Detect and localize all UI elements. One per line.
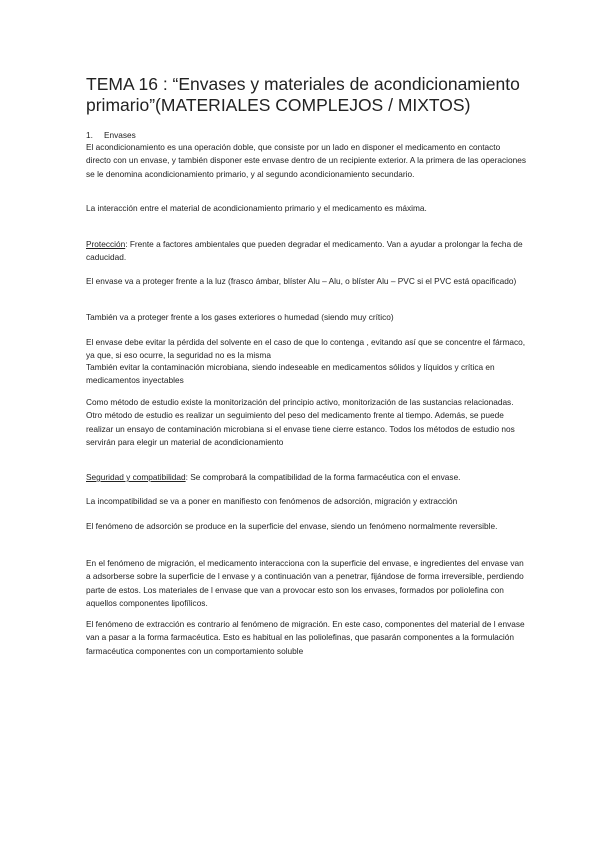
paragraph-solvente: El envase debe evitar la pérdida del solvente en el caso de que lo contenga , evitando así que se concentre el fármaco, ya que, si eso ocurre, la seguridad no es la misma xyxy=(86,337,526,361)
paragraph-metodos-estudio: Como método de estudio existe la monitorización del principio activo, monitorización de las sustancias relacionadas. Otro método de estudio es realizar un seguimiento del peso del medicamento frente al tiempo. Además, se puede realizar un ensayo de contaminación microbiana si el envase tiene cierre estanco. Todos los métodos de estudio nos servirán para elegir un material de acondicionamiento xyxy=(86,397,515,448)
paragraph-seguridad xyxy=(86,471,526,484)
proteccion-label: Protección xyxy=(86,239,126,249)
page-title-line-1: TEMA 16 : “Envases y materiales de acondicionamiento xyxy=(86,74,520,94)
paragraph-luz: El envase va a proteger frente a la luz (frasco ámbar, blíster Alu – Alu, o blíster Alu – PVC si el PVC está opacificado) xyxy=(86,276,517,286)
proteccion-text: : Frente a factores ambientales que pueden degradar el medicamento. Van a ayudar a prolongar la fecha de caducidad. xyxy=(86,239,523,263)
seguridad-text: : Se comprobará la compatibilidad de la forma farmacéutica con el envase. xyxy=(185,472,461,482)
seguridad-label: Seguridad y compatibilidad xyxy=(86,472,186,482)
paragraph-migracion: En el fenómeno de migración, el medicamento interacciona con la superficie del envase, e ingredientes del envase van a adsorberse sobre la superficie de l envase y a continuación van a penetrar, fijándose de forma irreversible, perdiendo parte de estos. Los materiales de l envase que van a provocar esto son los envases, formados por poliolefina con aquellos componentes lipofílicos. xyxy=(86,558,524,609)
paragraph-extraccion: El fenómeno de extracción es contrario al fenómeno de migración. En este caso, componentes del material de l envase van a pasar a la forma farmacéutica. Esto es habitual en las poliolefinas, que pasarán componentes a la formulación farmacéutica componentes con un comportamiento soluble xyxy=(86,619,525,656)
paragraph-gases: También va a proteger frente a los gases exteriores o humedad (siendo muy crítico) xyxy=(86,312,394,322)
section-heading-text: Envases xyxy=(104,130,136,140)
paragraph-incompatibilidad: La incompatibilidad se va a poner en manifiesto con fenómenos de adsorción, migración y extracción xyxy=(86,496,458,506)
page-title-line-2: primario”(MATERIALES COMPLEJOS / MIXTOS) xyxy=(86,95,471,115)
paragraph-contaminacion: También evitar la contaminación microbiana, siendo indeseable en medicamentos sólidos y líquidos y crítica en medicamentos inyectables xyxy=(86,362,495,386)
page-title xyxy=(86,74,546,116)
section-number: 1. xyxy=(86,130,93,140)
paragraph-interaccion: La interacción entre el material de acondicionamiento primario y el medicamento es máxima. xyxy=(86,203,427,213)
paragraph-proteccion xyxy=(86,238,526,265)
paragraph-acondicionamiento: El acondicionamiento es una operación doble, que consiste por un lado en disponer el medicamento en contacto directo con un envase, y también disponer este envase dentro de un recipiente exterior. A la primera de las operaciones se le denomina acondicionamiento primario, y al segundo acondicionamiento secundario. xyxy=(86,142,527,179)
paragraph-adsorcion: El fenómeno de adsorción se produce en la superficie del envase, siendo un fenómeno normalmente reversible. xyxy=(86,521,498,531)
